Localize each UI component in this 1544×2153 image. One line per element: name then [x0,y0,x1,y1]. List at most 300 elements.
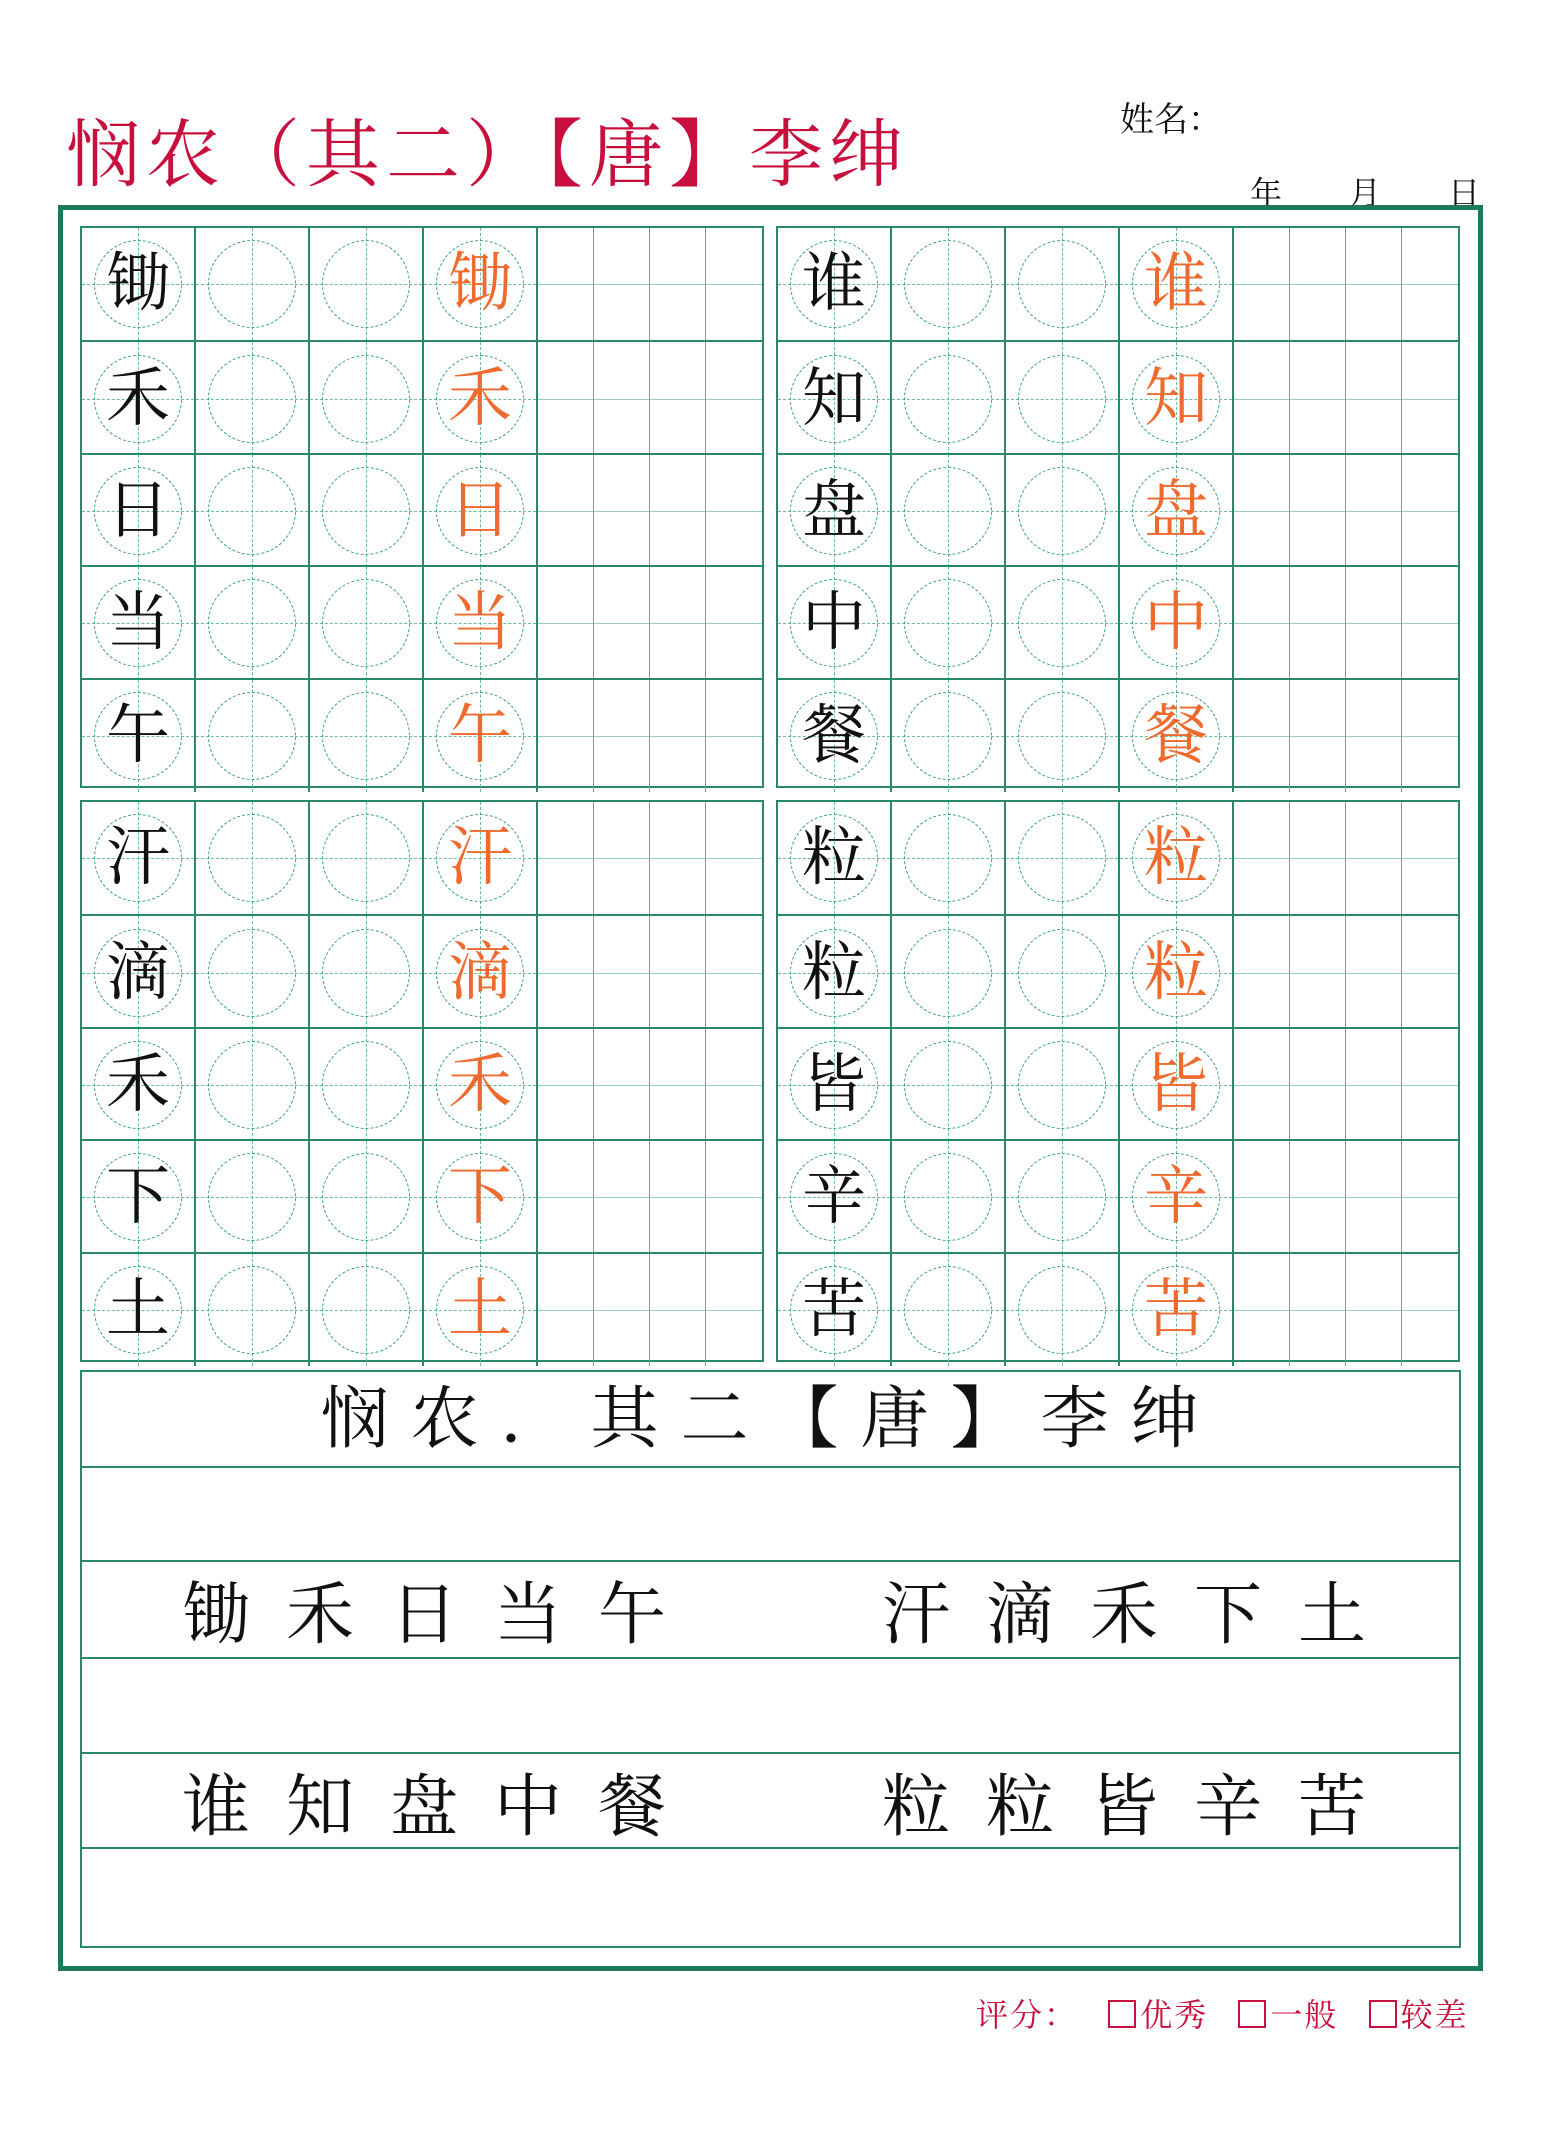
guide-circle [1018,1266,1106,1354]
guide-line [1346,1085,1401,1086]
guide-line [1346,284,1401,285]
practice-row [82,678,762,792]
model-char: 日 [106,473,170,548]
model-char-cell [778,567,892,679]
trace-char: 锄 [448,247,512,322]
practice-strip-cell[interactable] [594,1141,650,1253]
guide-line [1290,973,1345,974]
practice-strip-cell[interactable] [1402,916,1458,1028]
trace-char: 汗 [448,821,512,896]
practice-strip-cell[interactable] [1234,455,1290,567]
practice-strip-cell[interactable] [594,567,650,679]
guide-line [594,399,649,400]
practice-strip-cell[interactable] [594,1254,650,1366]
practice-cell[interactable] [1006,916,1120,1028]
trace-char-cell [424,1254,538,1366]
trace-char-cell [424,1029,538,1141]
practice-strip-cell[interactable] [1290,1254,1346,1366]
guide-line [538,1085,593,1086]
practice-strip-cell[interactable] [1402,455,1458,567]
practice-row [778,678,1458,792]
practice-cell[interactable] [196,1254,310,1366]
model-char: 中 [802,586,866,661]
guide-line [1290,1310,1345,1311]
model-char: 苦 [802,1272,866,1347]
practice-strip-cell[interactable] [1290,567,1346,679]
practice-grid-1 [80,226,764,788]
guide-circle [904,929,992,1017]
practice-cell[interactable] [310,802,424,914]
practice-strip-cell[interactable] [1290,342,1346,454]
trace-char: 土 [448,1272,512,1347]
practice-cell[interactable] [1006,455,1120,567]
guide-line [1402,736,1458,737]
guide-line [594,623,649,624]
guide-circle [208,929,296,1017]
practice-strip-cell[interactable] [1290,1141,1346,1253]
trace-char-cell [424,567,538,679]
checkbox-average[interactable] [1238,2000,1266,2028]
trace-char-cell [424,916,538,1028]
checkbox-poor[interactable] [1369,2000,1397,2028]
practice-row [82,914,762,1028]
model-char: 锄 [106,247,170,322]
practice-strip-cell[interactable] [706,1254,762,1366]
trace-char-cell [424,1141,538,1253]
guide-line [1234,284,1289,285]
practice-row [778,1027,1458,1141]
trace-char-cell [1120,455,1234,567]
practice-strip-cell[interactable] [1346,455,1402,567]
practice-strip-cell[interactable] [538,228,594,340]
guide-circle [208,240,296,328]
practice-strip-cell[interactable] [1402,342,1458,454]
guide-line [594,511,649,512]
practice-strip-cell[interactable] [594,1029,650,1141]
guide-line [1290,511,1345,512]
guide-circle [904,692,992,780]
practice-cell[interactable] [892,680,1006,792]
guide-line [594,1197,649,1198]
guide-circle [904,355,992,443]
guide-line [1234,858,1289,859]
model-char-cell [778,1141,892,1253]
model-char: 皆 [802,1047,866,1122]
rule-line [82,1847,1459,1849]
guide-line [1402,623,1458,624]
practice-cell[interactable] [1006,1029,1120,1141]
name-label: 姓名： [1120,100,1222,140]
model-char: 当 [106,586,170,661]
practice-strip-cell[interactable] [1402,567,1458,679]
guide-circle [904,1266,992,1354]
guide-circle [904,814,992,902]
poem-line-2-left: 谁知盘中餐 [182,1768,703,1847]
practice-strip-cell[interactable] [706,802,762,914]
model-char: 粒 [802,935,866,1010]
guide-circle [322,1266,410,1354]
practice-cell[interactable] [196,567,310,679]
guide-circle [1018,240,1106,328]
guide-line [594,1310,649,1311]
guide-line [706,1197,762,1198]
guide-circle [322,579,410,667]
practice-cell[interactable] [310,342,424,454]
trace-char-cell [424,455,538,567]
guide-circle [322,1041,410,1129]
practice-strip-cell[interactable] [650,228,706,340]
practice-cell[interactable] [892,802,1006,914]
practice-strip-cell[interactable] [650,1141,706,1253]
guide-line [1234,1085,1289,1086]
practice-cell[interactable] [310,1029,424,1141]
practice-strip-cell[interactable] [1346,567,1402,679]
practice-strip-cell[interactable] [538,916,594,1028]
practice-strip-cell[interactable] [1346,228,1402,340]
guide-line [706,1310,762,1311]
model-char: 下 [106,1160,170,1235]
practice-cell[interactable] [310,916,424,1028]
practice-row [82,565,762,679]
practice-strip-cell[interactable] [594,916,650,1028]
practice-cell[interactable] [196,802,310,914]
practice-cell[interactable] [310,1254,424,1366]
model-char-cell [82,1029,196,1141]
practice-cell[interactable] [892,342,1006,454]
guide-circle [322,467,410,555]
model-char-cell [82,455,196,567]
practice-strip-cell[interactable] [650,680,706,792]
practice-strip-cell[interactable] [706,228,762,340]
practice-row [82,1027,762,1141]
trace-char-cell [1120,1029,1234,1141]
guide-line [650,858,705,859]
trace-char: 辛 [1144,1160,1208,1235]
model-char: 汗 [106,821,170,896]
practice-cell[interactable] [196,455,310,567]
guide-line [538,284,593,285]
guide-circle [1018,467,1106,555]
trace-char: 苦 [1144,1272,1208,1347]
practice-strip-cell[interactable] [1234,1029,1290,1141]
guide-line [538,858,593,859]
trace-char: 当 [448,586,512,661]
model-char-cell [82,567,196,679]
practice-strip-cell[interactable] [594,802,650,914]
trace-char-cell [1120,342,1234,454]
practice-strip-cell[interactable] [1346,1141,1402,1253]
practice-strip-cell[interactable] [1346,916,1402,1028]
guide-line [706,623,762,624]
poem-line-1-left: 锄禾日当午 [182,1576,703,1655]
practice-strip-cell[interactable] [538,802,594,914]
practice-strip-cell[interactable] [706,916,762,1028]
guide-line [650,399,705,400]
practice-row [778,1139,1458,1253]
practice-strip-cell[interactable] [1402,1029,1458,1141]
trace-char-cell [1120,916,1234,1028]
trace-char: 禾 [448,361,512,436]
practice-strip-cell[interactable] [1290,680,1346,792]
practice-strip-cell[interactable] [594,228,650,340]
practice-strip-cell[interactable] [650,1029,706,1141]
practice-strip-cell[interactable] [1234,1141,1290,1253]
guide-circle [904,1153,992,1241]
guide-line [1402,284,1458,285]
practice-strip-cell[interactable] [1290,1029,1346,1141]
practice-cell[interactable] [892,455,1006,567]
model-char: 土 [106,1272,170,1347]
guide-line [1402,511,1458,512]
practice-strip-cell[interactable] [706,342,762,454]
trace-char-cell [1120,1141,1234,1253]
practice-strip-cell[interactable] [538,342,594,454]
guide-line [538,399,593,400]
trace-char-cell [424,342,538,454]
practice-strip-cell[interactable] [650,916,706,1028]
practice-cell[interactable] [1006,1254,1120,1366]
guide-line [650,284,705,285]
practice-cell[interactable] [1006,228,1120,340]
checkbox-excellent[interactable] [1108,2000,1136,2028]
rule-line [82,1560,1459,1562]
trace-char: 知 [1144,361,1208,436]
guide-line [594,284,649,285]
guide-circle [322,814,410,902]
option-average-label: 一般 [1270,1996,1339,2034]
trace-char-cell [1120,802,1234,914]
practice-strip-cell[interactable] [1234,916,1290,1028]
guide-circle [208,355,296,443]
guide-line [1234,1197,1289,1198]
poem-section [80,1370,1461,1948]
practice-strip-cell[interactable] [538,1254,594,1366]
guide-line [1290,736,1345,737]
guide-line [1234,623,1289,624]
guide-circle [322,355,410,443]
guide-line [1290,858,1345,859]
guide-line [594,736,649,737]
guide-line [706,736,762,737]
practice-strip-cell[interactable] [1234,680,1290,792]
guide-circle [904,240,992,328]
practice-row [778,914,1458,1028]
guide-circle [322,929,410,1017]
practice-strip-cell[interactable] [1402,1254,1458,1366]
practice-cell[interactable] [310,455,424,567]
model-char-cell [82,916,196,1028]
practice-cell[interactable] [1006,567,1120,679]
guide-circle [904,467,992,555]
practice-strip-cell[interactable] [1234,342,1290,454]
guide-circle [1018,579,1106,667]
practice-cell[interactable] [196,680,310,792]
practice-cell[interactable] [1006,1141,1120,1253]
practice-strip-cell[interactable] [1346,802,1402,914]
practice-cell[interactable] [892,567,1006,679]
trace-char: 餐 [1144,698,1208,773]
guide-circle [1018,1041,1106,1129]
guide-line [1402,973,1458,974]
practice-cell[interactable] [196,1029,310,1141]
practice-strip-cell[interactable] [1290,455,1346,567]
rule-line [82,1466,1459,1468]
trace-char-cell [424,680,538,792]
practice-strip-cell[interactable] [594,680,650,792]
practice-cell[interactable] [892,1141,1006,1253]
model-char: 盘 [802,473,866,548]
practice-strip-cell[interactable] [594,342,650,454]
practice-cell[interactable] [310,567,424,679]
practice-strip-cell[interactable] [650,455,706,567]
practice-strip-cell[interactable] [1346,680,1402,792]
model-char-cell [778,342,892,454]
guide-circle [904,1041,992,1129]
option-poor-label: 较差 [1400,1996,1469,2034]
trace-char: 滴 [448,935,512,1010]
guide-line [1346,1197,1401,1198]
practice-strip-cell[interactable] [1402,1141,1458,1253]
practice-strip-cell[interactable] [1234,228,1290,340]
guide-line [594,1085,649,1086]
guide-circle [208,692,296,780]
option-excellent-label: 优秀 [1140,1996,1209,2034]
poem-title: 悯农．其二【唐】李绅 [320,1380,1221,1459]
guide-line [538,973,593,974]
practice-strip-cell[interactable] [1346,342,1402,454]
practice-strip-cell[interactable] [538,680,594,792]
model-char-cell [778,1254,892,1366]
practice-row [82,1139,762,1253]
practice-strip-cell[interactable] [1234,802,1290,914]
model-char-cell [778,802,892,914]
practice-strip-cell[interactable] [706,680,762,792]
guide-line [1346,511,1401,512]
trace-char: 下 [448,1160,512,1235]
guide-line [706,1085,762,1086]
practice-strip-cell[interactable] [650,567,706,679]
practice-cell[interactable] [892,1254,1006,1366]
guide-line [650,973,705,974]
model-char-cell [778,1029,892,1141]
guide-line [538,736,593,737]
model-char-cell [82,802,196,914]
practice-cell[interactable] [196,916,310,1028]
guide-line [1290,1085,1345,1086]
practice-strip-cell[interactable] [1402,680,1458,792]
trace-char: 粒 [1144,935,1208,1010]
practice-cell[interactable] [1006,802,1120,914]
date-day-label: 日 [1447,174,1480,212]
practice-strip-cell[interactable] [1402,228,1458,340]
trace-char-cell [424,802,538,914]
trace-char: 盘 [1144,473,1208,548]
model-char: 辛 [802,1160,866,1235]
trace-char: 皆 [1144,1047,1208,1122]
practice-row [82,453,762,567]
model-char: 禾 [106,361,170,436]
date-month-label: 月 [1348,174,1381,212]
practice-cell[interactable] [1006,680,1120,792]
practice-strip-cell[interactable] [706,567,762,679]
guide-line [650,623,705,624]
model-char: 餐 [802,698,866,773]
practice-strip-cell[interactable] [1346,1029,1402,1141]
trace-char: 午 [448,698,512,773]
practice-row [778,228,1458,340]
trace-char-cell [1120,680,1234,792]
practice-strip-cell[interactable] [706,1141,762,1253]
model-char-cell [778,228,892,340]
practice-cell[interactable] [196,1141,310,1253]
guide-circle [208,1266,296,1354]
practice-strip-cell[interactable] [1290,228,1346,340]
practice-cell[interactable] [310,228,424,340]
model-char: 粒 [802,821,866,896]
poem-line-2-right: 粒粒皆辛苦 [882,1768,1403,1847]
guide-line [1346,736,1401,737]
guide-line [1234,1310,1289,1311]
guide-circle [322,692,410,780]
practice-row [778,1252,1458,1366]
practice-strip-cell[interactable] [1234,567,1290,679]
practice-strip-cell[interactable] [706,455,762,567]
model-char-cell [82,228,196,340]
practice-strip-cell[interactable] [538,455,594,567]
guide-line [650,736,705,737]
practice-strip-cell[interactable] [650,802,706,914]
guide-line [538,1197,593,1198]
practice-strip-cell[interactable] [538,1029,594,1141]
practice-strip-cell[interactable] [1402,802,1458,914]
practice-strip-cell[interactable] [1290,916,1346,1028]
practice-row [82,1252,762,1366]
trace-char: 粒 [1144,821,1208,896]
practice-cell[interactable] [310,680,424,792]
guide-line [1346,858,1401,859]
practice-strip-cell[interactable] [1290,802,1346,914]
practice-strip-cell[interactable] [650,1254,706,1366]
practice-cell[interactable] [196,342,310,454]
practice-row [778,565,1458,679]
practice-grid-3 [80,800,764,1362]
practice-strip-cell[interactable] [1234,1254,1290,1366]
practice-cell[interactable] [892,228,1006,340]
practice-strip-cell[interactable] [706,1029,762,1141]
practice-grid-4 [776,800,1460,1362]
guide-circle [208,814,296,902]
practice-cell[interactable] [310,1141,424,1253]
guide-line [650,1197,705,1198]
practice-strip-cell[interactable] [594,455,650,567]
practice-strip-cell[interactable] [538,1141,594,1253]
trace-char-cell [424,228,538,340]
practice-strip-cell[interactable] [538,567,594,679]
practice-cell[interactable] [1006,342,1120,454]
guide-circle [208,467,296,555]
score-bar [976,1990,1469,2036]
guide-line [594,973,649,974]
practice-cell[interactable] [892,916,1006,1028]
rule-line [82,1657,1459,1659]
practice-cell[interactable] [892,1029,1006,1141]
practice-strip-cell[interactable] [650,342,706,454]
practice-strip-cell[interactable] [1346,1254,1402,1366]
model-char: 知 [802,361,866,436]
practice-cell[interactable] [196,228,310,340]
guide-circle [904,579,992,667]
score-label: 评分： [976,1996,1079,2034]
